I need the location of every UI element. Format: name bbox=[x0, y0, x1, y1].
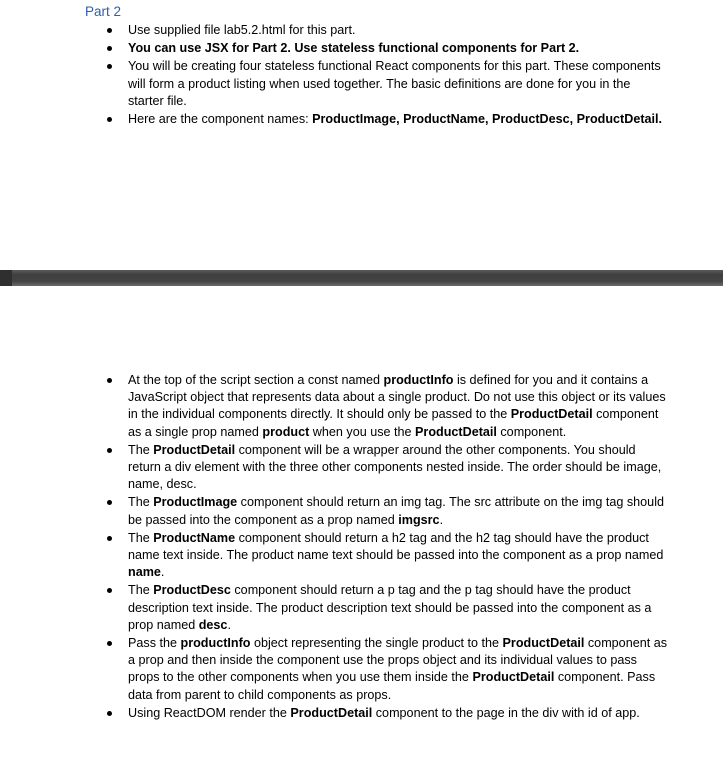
bullet-text: component should return a h2 tag and the h2 tag should have the product name text inside. The product name text should be passed into the component as a prop named bbox=[128, 530, 664, 563]
bullet-text: component should return a p tag and the p tag should have the product description text inside. The product description text should be passed into the component as a prop named bbox=[128, 583, 652, 632]
document-page-top bbox=[0, 0, 723, 270]
bullet-item bbox=[107, 635, 667, 704]
bullet-text: . bbox=[160, 565, 165, 580]
bullet-bold-text: ProductDetail bbox=[472, 670, 555, 685]
bullet-bold-text: productInfo bbox=[180, 636, 251, 651]
bullet-bold-text: ProductName bbox=[153, 530, 236, 545]
bullet-text: component. Pass data from parent to child components as props. bbox=[128, 670, 656, 702]
bullet-bold-text: ProductImage, ProductName, ProductDesc, ProductDetail. bbox=[312, 112, 663, 127]
bullet-text: . bbox=[227, 617, 231, 632]
bullet-text: The bbox=[128, 530, 154, 545]
bullet-text: component should return an img tag. The src attribute on the img tag should be passed into the component as a prop named bbox=[128, 495, 664, 527]
bullet-bold-text: ProductDetail bbox=[290, 705, 373, 720]
bullet-text: . bbox=[439, 512, 444, 527]
bullet-item bbox=[107, 582, 667, 634]
bullet-text: The bbox=[128, 583, 154, 598]
bullet-icon bbox=[107, 64, 112, 69]
bullet-bold-text: You can use JSX for Part 2. Use stateless functional components for Part 2. bbox=[128, 41, 580, 56]
bullet-icon bbox=[107, 711, 112, 716]
bullet-icon bbox=[107, 117, 112, 122]
bullet-item bbox=[107, 111, 667, 128]
bullet-icon bbox=[107, 28, 112, 33]
bullet-text: component as a single prop named bbox=[128, 407, 659, 439]
bullet-item bbox=[107, 40, 667, 57]
bullet-text: The bbox=[128, 495, 154, 510]
bullet-item bbox=[107, 705, 667, 722]
bullet-bold-text: ProductImage bbox=[153, 495, 238, 510]
bullet-text: component to the page in the div with id of app. bbox=[372, 705, 640, 720]
bullet-bold-text: ProductDetail bbox=[510, 407, 593, 422]
bullet-item bbox=[107, 58, 667, 110]
instructions-bullet-list bbox=[107, 372, 667, 723]
bullet-icon bbox=[107, 588, 112, 593]
bullet-bold-text: product bbox=[262, 424, 310, 439]
bullet-text: component. bbox=[496, 424, 567, 439]
page-separator bbox=[0, 270, 723, 286]
bullet-icon bbox=[107, 448, 112, 453]
bullet-bold-text: imgsrc bbox=[398, 512, 440, 527]
bullet-item bbox=[107, 442, 667, 494]
bullet-icon bbox=[107, 46, 112, 51]
bullet-icon bbox=[107, 378, 112, 383]
part2-bullet-list bbox=[107, 22, 667, 129]
bullet-text: Here are the component names: bbox=[128, 112, 313, 127]
bullet-text: You will be creating four stateless functional React components for this part. These components will form a product listing when used together. The basic definitions are done for you in the starter file. bbox=[128, 59, 661, 108]
bullet-text: component as a prop and then inside the component use the props object and its individual values to pass props to the other components when you use them inside the bbox=[128, 636, 668, 685]
bullet-text: when you use the bbox=[309, 424, 416, 439]
bullet-bold-text: ProductDesc bbox=[153, 583, 231, 598]
document-page-bottom bbox=[0, 286, 723, 776]
bullet-item bbox=[107, 494, 667, 528]
bullet-text: Use supplied file lab5.2.html for this part. bbox=[128, 23, 356, 37]
bullet-text: The bbox=[128, 442, 154, 457]
bullet-bold-text: ProductDetail bbox=[502, 636, 585, 651]
section-heading-part2: Part 2 bbox=[85, 4, 122, 19]
bullet-icon bbox=[107, 641, 112, 646]
bullet-text: Using ReactDOM render the bbox=[128, 705, 291, 720]
bullet-item bbox=[107, 22, 667, 39]
bullet-bold-text: name bbox=[128, 565, 161, 580]
bullet-bold-text: desc bbox=[198, 617, 228, 632]
bullet-text: is defined for you and it contains a JavaScript object that represents data about a single product. Do not use this object or its values in the individual components directly. It should only be passed to the bbox=[128, 373, 666, 422]
bullet-text: component will be a wrapper around the other components. You should return a div element with the three other components nested inside. The order should be image, name, desc. bbox=[128, 442, 662, 492]
bullet-item bbox=[107, 530, 667, 582]
bullet-bold-text: ProductDetail bbox=[153, 442, 236, 457]
bullet-text: object representing the single product to the bbox=[250, 636, 503, 651]
bullet-icon bbox=[107, 500, 112, 505]
bullet-text: Pass the bbox=[128, 636, 181, 651]
bullet-text: At the top of the script section a const named bbox=[128, 373, 384, 387]
bullet-bold-text: ProductDetail bbox=[415, 424, 497, 439]
bullet-item bbox=[107, 372, 667, 441]
bullet-bold-text: productInfo bbox=[383, 373, 454, 387]
bullet-icon bbox=[107, 536, 112, 541]
